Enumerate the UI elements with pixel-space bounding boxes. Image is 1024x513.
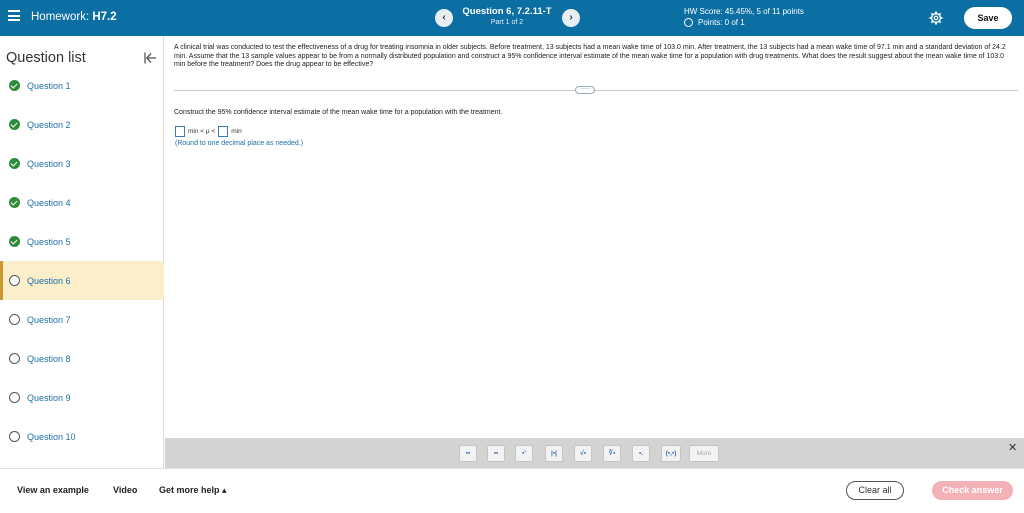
incomplete-circle-icon [9, 314, 20, 325]
question-item-3[interactable] [0, 144, 164, 183]
question-item-label: Question 9 [27, 392, 71, 403]
check-answer-button[interactable]: Check answer [932, 481, 1013, 500]
settings-gear-icon[interactable] [929, 11, 943, 25]
section-divider [174, 90, 1018, 91]
completed-check-icon [9, 119, 20, 130]
lower-bound-input[interactable] [175, 126, 185, 137]
next-question-button[interactable]: › [562, 9, 580, 27]
completed-check-icon [9, 197, 20, 208]
clear-all-button[interactable]: Clear all [846, 481, 904, 500]
inequality-unit-text: min [231, 128, 242, 135]
rounding-hint: (Round to one decimal place as needed.) [175, 140, 304, 147]
question-list-sidebar [0, 36, 164, 468]
question-item-label: Question 7 [27, 314, 71, 325]
expand-ellipsis-button[interactable]: ····· [575, 86, 595, 94]
menu-icon[interactable] [8, 10, 20, 21]
close-toolbar-icon[interactable]: ✕ [1008, 442, 1018, 454]
homework-prefix: Homework: [31, 11, 90, 23]
hw-score: HW Score: 45.45%, 5 of 11 points [684, 7, 804, 16]
question-item-2[interactable] [0, 105, 164, 144]
previous-question-button[interactable]: ‹ [435, 9, 453, 27]
incomplete-circle-icon [9, 275, 20, 286]
square-root-button[interactable]: √▪ [574, 445, 592, 462]
question-item-label: Question 8 [27, 353, 71, 364]
question-item-10[interactable] [0, 417, 164, 456]
question-stem: A clinical trial was conducted to test the effectiveness of a drug for treating insomnia in older subjects. Before treatment, 13 subjects had a mean wake time of 103.0 min. After treatment, the 13 subjects had a mean wake time of 97.1 min and a standard deviation of 24.2 min. Assume that the 13 sample values appear to be from a normally distributed population and construct a 95% confidence interval estimate of the mean wake time for a population with drug treatments. What does the result suggest about the mean wake time of 103.0 min before the treatment? Does the drug appear to be effective? [174, 44, 1006, 69]
question-item-7[interactable] [0, 300, 164, 339]
question-item-label: Question 4 [27, 197, 71, 208]
absolute-value-button[interactable]: |▪| [545, 445, 563, 462]
question-item-8[interactable] [0, 339, 164, 378]
incomplete-circle-icon [9, 392, 20, 403]
video-link[interactable]: Video [113, 485, 138, 495]
ordered-pair-button[interactable]: (▪,▪) [661, 445, 681, 462]
save-button[interactable]: Save [964, 7, 1012, 29]
question-item-5[interactable] [0, 222, 164, 261]
footer-bar [0, 468, 1024, 513]
question-item-label: Question 2 [27, 119, 71, 130]
collapse-sidebar-icon[interactable] [143, 51, 157, 65]
completed-check-icon [9, 80, 20, 91]
score-panel [684, 7, 804, 27]
top-bar [0, 0, 1024, 36]
incomplete-circle-icon [9, 353, 20, 364]
decimal-button[interactable]: ▪. [632, 445, 650, 462]
homework-title [31, 11, 117, 23]
inequality-middle-text: min < μ < [188, 128, 216, 135]
view-example-link[interactable]: View an example [17, 485, 89, 495]
question-item-label: Question 5 [27, 236, 71, 247]
math-toolbar [165, 438, 1024, 468]
question-title: Question 6, 7.2.11-T [462, 6, 552, 17]
points-text: Points: 0 of 1 [698, 18, 745, 27]
incomplete-circle-icon [9, 431, 20, 442]
question-header [455, 6, 559, 26]
get-more-help-link[interactable]: Get more help ▴ [159, 485, 227, 495]
more-button[interactable]: More [689, 445, 719, 462]
question-item-label: Question 10 [27, 431, 76, 442]
points-circle-icon [684, 18, 693, 27]
confidence-interval-inputs [175, 126, 245, 137]
upper-bound-input[interactable] [218, 126, 228, 137]
question-item-9[interactable] [0, 378, 164, 417]
mixed-number-button[interactable]: ▪▪ [487, 445, 505, 462]
question-item-6[interactable] [0, 261, 164, 300]
question-list-title: Question list [6, 50, 86, 66]
homework-name: H7.2 [92, 11, 117, 23]
question-item-4[interactable] [0, 183, 164, 222]
question-item-label: Question 3 [27, 158, 71, 169]
nth-root-button[interactable]: ∛▪ [603, 445, 621, 462]
fraction-button[interactable]: ▪▪ [459, 445, 477, 462]
question-item-label: Question 6 [27, 275, 71, 286]
question-item-label: Question 1 [27, 80, 71, 91]
question-item-1[interactable] [0, 66, 164, 105]
exponent-button[interactable]: ▪' [515, 445, 533, 462]
part-instruction: Construct the 95% confidence interval estimate of the mean wake time for a population with the treatment. [174, 109, 503, 116]
completed-check-icon [9, 158, 20, 169]
question-part: Part 1 of 2 [490, 19, 524, 26]
completed-check-icon [9, 236, 20, 247]
